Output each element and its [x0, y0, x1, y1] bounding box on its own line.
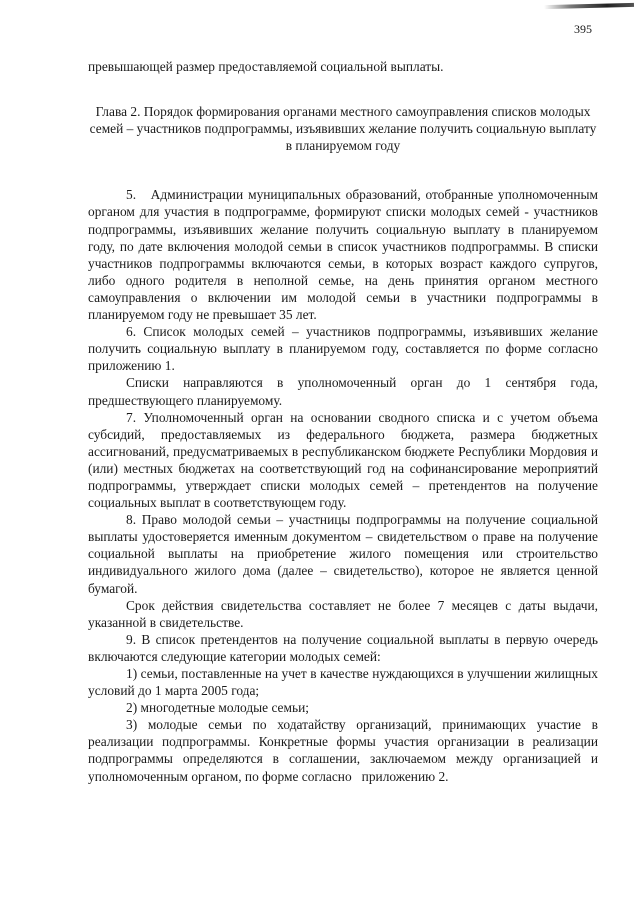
- paragraph-8: 8. Право молодой семьи – участницы подпрограммы на получение социальной выплаты удостоверяется именным документом – свидетельством о праве на получение социальной выплаты на приобретение жилого помещения или строительство индивидуального жилого дома (далее – свидетельство), которое не является ценной бумагой.: [88, 512, 598, 596]
- document-body: [88, 58, 598, 785]
- paragraph-9: 9. В список претендентов на получение социальной выплаты в первую очередь включаются следующие категории молодых семей:: [88, 631, 598, 664]
- paragraph-lists-deadline: Списки направляются в уполномоченный орган до 1 сентября года, предшествующего планируемому.: [88, 375, 598, 408]
- scan-edge-mark: [544, 3, 634, 9]
- list-item-3: 3) молодые семьи по ходатайству организаций, принимающих участие в реализации подпрограммы. Конкретные формы участия организации в реализации подпрограммы определяются в соглашении, заключаемом между организацией и уполномоченным органом, по форме согласно приложению 2.: [88, 717, 598, 784]
- list-item-1: 1) семьи, поставленные на учет в качестве нуждающихся в улучшении жилищных условий до 1 марта 2005 года;: [88, 666, 598, 699]
- paragraph-5: 5. Администрации муниципальных образований, отобранные уполномоченным органом для участия в подпрограмме, формируют списки молодых семей - участников подпрограммы, изъявивших желание получить социальную выплату в планируемом году, по дате включения молодой семьи в список участников подпрограммы. В списки участников подпрограммы включаются семьи, в которых возраст каждого супругов, либо одного родителя в неполной семье, на день принятия органом местного самоуправления о включении им молодой семьи в участники подпрограммы в планируемом году не превышает 35 лет.: [88, 187, 598, 323]
- paragraph-7: 7. Уполномоченный орган на основании сводного списка и с учетом объема субсидий, предоставляемых из федерального бюджета, размера бюджетных ассигнований, предусматриваемых в республиканском бюджете Республики Мордовия и (или) местных бюджетах на соответствующий год на софинансирование мероприятий подпрограммы, утверждает списки молодых семей – претендентов на получение социальных выплат в соответствующем году.: [88, 409, 598, 511]
- page-number: 395: [574, 22, 592, 36]
- paragraph-certificate-term: Срок действия свидетельства составляет не более 7 месяцев с даты выдачи, указанной в свидетельстве.: [88, 597, 598, 630]
- paragraph-6: 6. Список молодых семей – участников подпрограммы, изъявивших желание получить социальную выплату в планируемом году, составляется по форме согласно приложению 1.: [88, 324, 598, 374]
- list-item-2: 2) многодетные молодые семьи;: [126, 700, 309, 716]
- chapter-title: Глава 2. Порядок формирования органами местного самоуправления списков молодых семей – участников подпрограммы, изъявивших желание получить социальную выплату в планируемом году: [89, 104, 597, 154]
- lead-text: превышающей размер предоставляемой социальной выплаты.: [88, 59, 444, 74]
